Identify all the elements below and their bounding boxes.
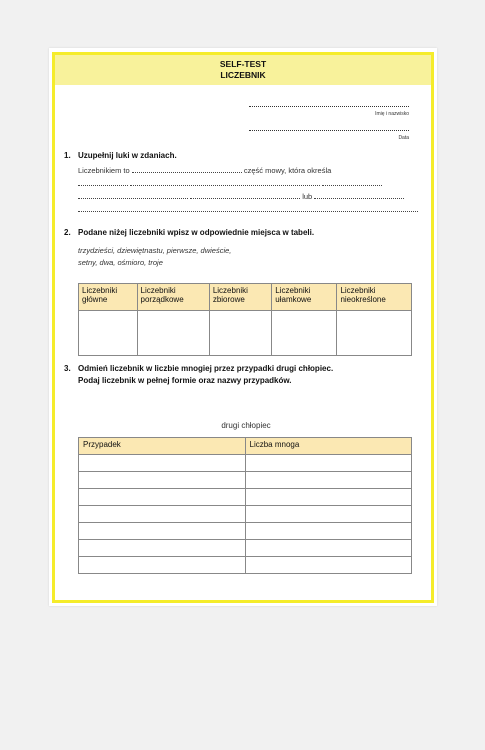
name-line[interactable] <box>249 97 409 107</box>
plural-cell[interactable] <box>245 472 412 489</box>
answer-cell[interactable] <box>337 311 412 356</box>
task-1-number: 1. <box>64 151 71 160</box>
col-ordinal: Liczebniki porządkowe <box>137 284 209 311</box>
case-cell[interactable] <box>79 472 246 489</box>
header-subtitle: LICZEBNIK <box>220 70 266 80</box>
declension-row <box>79 506 412 523</box>
col-indefinite: Liczebniki nieokreślone <box>337 284 412 311</box>
gap-5[interactable] <box>78 191 188 199</box>
gap-6[interactable] <box>190 191 300 199</box>
col-collective: Liczebniki zbiorowe <box>209 284 271 311</box>
declension-row <box>79 540 412 557</box>
case-cell[interactable] <box>79 557 246 574</box>
worksheet-header <box>55 55 431 85</box>
numerals-table <box>78 283 412 356</box>
plural-cell[interactable] <box>245 523 412 540</box>
answer-cell[interactable] <box>272 311 337 356</box>
plural-cell[interactable] <box>245 540 412 557</box>
declension-table-title: drugi chłopiec <box>221 421 271 430</box>
plural-cell[interactable] <box>245 557 412 574</box>
task-1-line-4 <box>78 204 424 214</box>
words-line-1: trzydzieści, dziewiętnastu, pierwsze, dwieście, <box>78 246 232 255</box>
task-1-line-2 <box>78 178 424 188</box>
numerals-answer-row <box>79 311 412 356</box>
case-cell[interactable] <box>79 455 246 472</box>
task-1-line-3 <box>78 191 424 201</box>
name-field[interactable] <box>249 97 409 117</box>
gap-1[interactable] <box>132 165 242 173</box>
numerals-table-header <box>79 284 412 311</box>
date-line[interactable] <box>249 121 409 131</box>
task-2-heading <box>64 228 314 237</box>
answer-cell[interactable] <box>209 311 271 356</box>
task-1-line-1 <box>78 165 424 175</box>
task-1-heading <box>64 151 177 160</box>
declension-row <box>79 557 412 574</box>
gap-2[interactable] <box>78 178 128 186</box>
plural-cell[interactable] <box>245 489 412 506</box>
declension-row <box>79 523 412 540</box>
date-caption: Data <box>398 135 409 141</box>
gap-7[interactable] <box>314 191 404 199</box>
task-2-words <box>78 245 424 269</box>
case-cell[interactable] <box>79 540 246 557</box>
plural-cell[interactable] <box>245 455 412 472</box>
case-cell[interactable] <box>79 523 246 540</box>
date-field[interactable] <box>249 121 409 141</box>
task-3-title-2: Podaj liczebnik w pełnej formie oraz nazwy przypadków. <box>78 376 292 385</box>
task-1-title: Uzupełnij luki w zdaniach. <box>78 151 177 160</box>
gap-3[interactable] <box>130 178 320 186</box>
worksheet-page <box>49 48 437 606</box>
declension-table <box>78 437 412 574</box>
col-fraction: Liczebniki ułamkowe <box>272 284 337 311</box>
answer-cell[interactable] <box>137 311 209 356</box>
yellow-frame <box>52 52 434 603</box>
words-line-2: setny, dwa, ośmioro, troje <box>78 258 163 267</box>
task-3-number: 3. <box>64 364 71 373</box>
case-cell[interactable] <box>79 489 246 506</box>
declension-row <box>79 472 412 489</box>
col-case: Przypadek <box>79 438 246 455</box>
declension-table-header <box>79 438 412 455</box>
answer-cell[interactable] <box>79 311 138 356</box>
task-1-text-a: Liczebnikiem to <box>78 166 130 175</box>
task-1-text-lub: lub <box>302 192 313 201</box>
task-1-text-b: część mowy, która określa <box>243 166 332 175</box>
gap-4[interactable] <box>322 178 382 186</box>
task-2-title: Podane niżej liczebniki wpisz w odpowiednie miejsca w tabeli. <box>78 228 315 237</box>
col-main: Liczebniki główne <box>79 284 138 311</box>
name-caption: Imię i nazwisko <box>375 111 409 117</box>
header-title: SELF-TEST <box>219 59 267 69</box>
task-2-number: 2. <box>64 228 71 237</box>
task-3-title-1: Odmień liczebnik w liczbie mnogiej przez przypadki drugi chłopiec. <box>78 364 334 373</box>
col-plural: Liczba mnoga <box>245 438 412 455</box>
gap-8[interactable] <box>78 204 418 212</box>
plural-cell[interactable] <box>245 506 412 523</box>
task-3-heading <box>64 363 424 387</box>
case-cell[interactable] <box>79 506 246 523</box>
declension-row <box>79 489 412 506</box>
declension-row <box>79 455 412 472</box>
